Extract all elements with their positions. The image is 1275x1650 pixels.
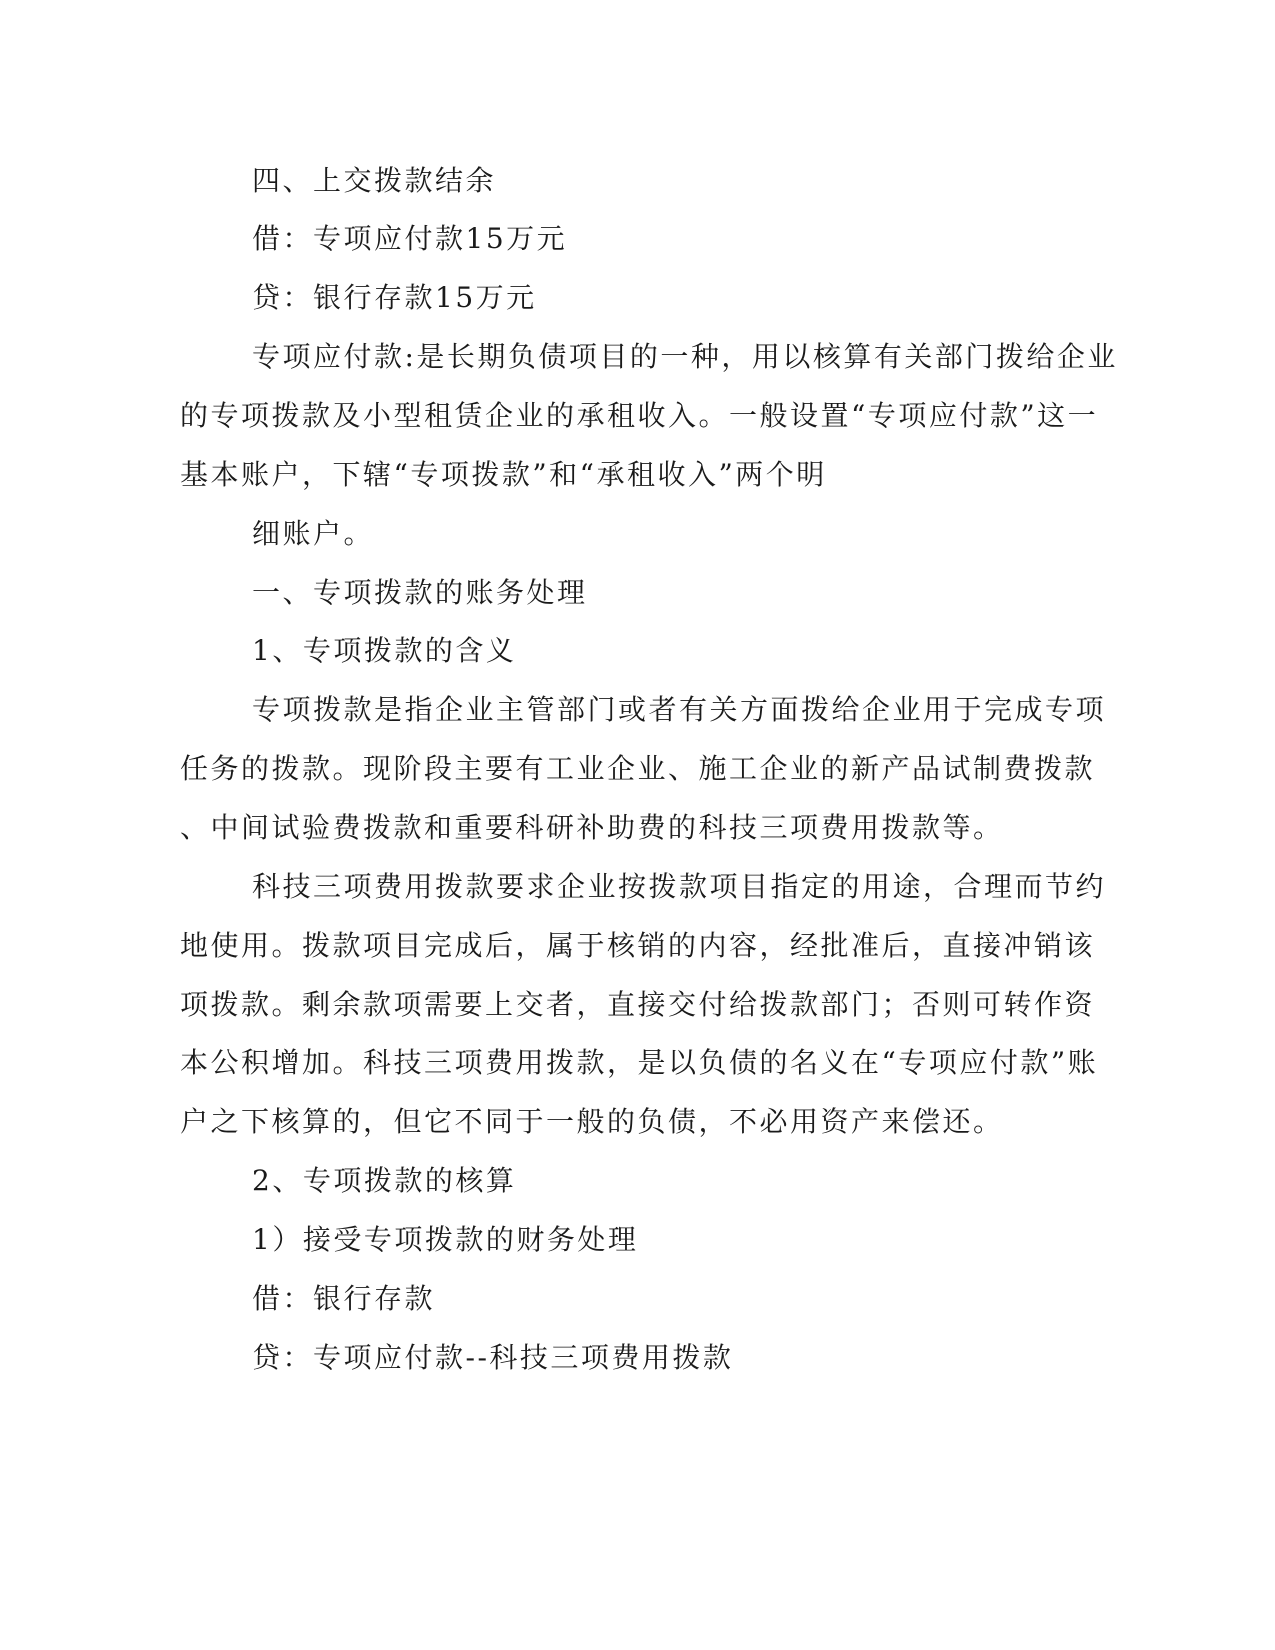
entry-debit-payable: 借：专项应付款15万元 <box>252 222 568 255</box>
subsection-heading: 2、专项拨款的核算 <box>252 1164 517 1197</box>
paragraph-line: 细账户。 <box>252 517 375 550</box>
item-heading: 1）接受专项拨款的财务处理 <box>252 1223 639 1256</box>
heading-submit-surplus: 四、上交拨款结余 <box>252 164 497 197</box>
paragraph-line: 科技三项费用拨款要求企业按拨款项目指定的用途，合理而节约 <box>252 870 1107 903</box>
paragraph-line: 、中间试验费拨款和重要科研补助费的科技三项费用拨款等。 <box>180 811 1004 844</box>
paragraph-line: 基本账户，下辖“专项拨款”和“承租收入”两个明 <box>180 458 827 491</box>
paragraph-line: 项拨款。剩余款项需要上交者，直接交付给拨款部门；否则可转作资 <box>180 988 1096 1021</box>
paragraph-line: 专项应付款:是长期负债项目的一种，用以核算有关部门拨给企业 <box>252 340 1118 373</box>
entry-debit-bank: 借：银行存款 <box>252 1282 436 1315</box>
entry-credit-payable: 贷：专项应付款--科技三项费用拨款 <box>252 1341 734 1374</box>
section-heading: 一、专项拨款的账务处理 <box>252 576 588 609</box>
paragraph-line: 的专项拨款及小型租赁企业的承租收入。一般设置“专项应付款”这一 <box>180 399 1099 432</box>
subsection-heading: 1、专项拨款的含义 <box>252 634 517 667</box>
paragraph-line: 专项拨款是指企业主管部门或者有关方面拨给企业用于完成专项 <box>252 693 1107 726</box>
entry-credit-bank: 贷：银行存款15万元 <box>252 281 537 314</box>
paragraph-line: 地使用。拨款项目完成后，属于核销的内容，经批准后，直接冲销该 <box>180 929 1096 962</box>
paragraph-line: 任务的拨款。现阶段主要有工业企业、施工企业的新产品试制费拨款 <box>180 752 1096 785</box>
paragraph-line: 户之下核算的，但它不同于一般的负债，不必用资产来偿还。 <box>180 1105 1004 1138</box>
paragraph-line: 本公积增加。科技三项费用拨款，是以负债的名义在“专项应付款”账 <box>180 1046 1099 1079</box>
